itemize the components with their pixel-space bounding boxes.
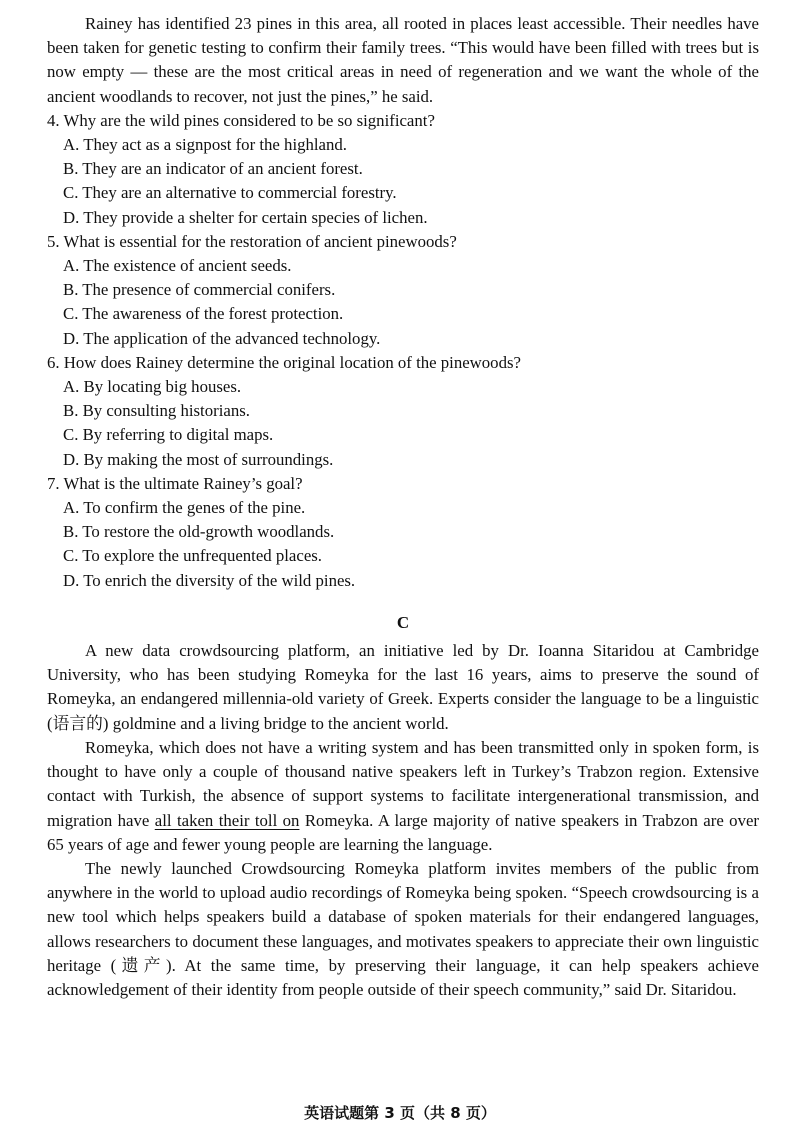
- question-4: [47, 109, 759, 230]
- page-footer: 英语试题第 3 页（共 8 页）: [304, 1104, 496, 1122]
- question-stem: 5. What is essential for the restoration of ancient pinewoods?: [47, 231, 457, 251]
- exam-page: [47, 12, 759, 1002]
- option-list: [47, 375, 759, 472]
- question-5: [47, 230, 759, 351]
- paragraph-text: Romeyka, which does not have a writing system and has been transmitted only in spoken form, is thought to have only a couple of thousand native speakers left in Turkey’s Trabzon region. Extensive contact with Turkish, the absence of support systems to facilitate intergenerational transmission, and migration have: [47, 737, 759, 830]
- option-c: C. By referring to digital maps.: [63, 425, 274, 445]
- option-list: [47, 496, 759, 593]
- passage-c-paragraph-1: A new data crowdsourcing platform, an initiative led by Dr. Ioanna Sitaridou at Cambridge University, who has been studying Romeyka for the last 16 years, aims to preserve the sound of Romeyka, an endangered millennia-old variety of Greek. Experts consider the language to be a linguistic (语言的) goldmine and a living bridge to the ancient world.: [47, 641, 759, 733]
- option-c: C. The awareness of the forest protection.: [63, 304, 344, 324]
- option-list: [47, 254, 759, 351]
- option-d: D. The application of the advanced technology.: [63, 328, 381, 348]
- option-b: B. They are an indicator of an ancient forest.: [63, 159, 363, 179]
- question-7: [47, 472, 759, 593]
- option-c: C. To explore the unfrequented places.: [63, 546, 323, 566]
- option-a: A. To confirm the genes of the pine.: [63, 498, 306, 518]
- passage-b-paragraph: Rainey has identified 23 pines in this area, all rooted in places least accessible. Their needles have been taken for genetic testing to confirm their family trees. “This would have been filled with trees but is now empty — these are the most critical areas in need of regeneration and we want the whole of the ancient woodlands to recover, not just the pines,” he said.: [47, 14, 759, 106]
- option-d: D. By making the most of surroundings.: [63, 449, 334, 469]
- paragraph-text: Romeyka. A large majority of native speakers in Trabzon are over 65 years of age and fewer young people are learning the language.: [47, 810, 759, 854]
- question-stem: 6. How does Rainey determine the original location of the pinewoods?: [47, 352, 521, 372]
- passage-c-paragraph-3: The newly launched Crowdsourcing Romeyka platform invites members of the public from anywhere in the world to upload audio recordings of Romeyka being spoken. “Speech crowdsourcing is a new tool which helps speakers build a database of spoken materials for their endangered languages, allows researchers to document these languages, and motivates speakers to appreciate their own linguistic heritage (遗产). At the same time, by preserving their language, it can help speakers achieve acknowledgement of their identity from people outside of their speech community,” said Dr. Sitaridou.: [47, 858, 759, 999]
- option-d: D. To enrich the diversity of the wild pines.: [63, 570, 356, 590]
- option-b: B. The presence of commercial conifers.: [63, 280, 336, 300]
- option-d: D. They provide a shelter for certain species of lichen.: [63, 207, 428, 227]
- option-b: B. By consulting historians.: [63, 401, 250, 421]
- option-a: A. By locating big houses.: [63, 377, 242, 397]
- option-list: [47, 133, 759, 230]
- option-a: A. The existence of ancient seeds.: [63, 256, 292, 276]
- option-a: A. They act as a signpost for the highland.: [63, 135, 347, 155]
- section-heading: C: [396, 612, 410, 632]
- question-stem: 4. Why are the wild pines considered to be so significant?: [47, 110, 435, 130]
- question-6: [47, 351, 759, 472]
- question-stem: 7. What is the ultimate Rainey’s goal?: [47, 473, 303, 493]
- option-c: C. They are an alternative to commercial forestry.: [63, 183, 397, 203]
- option-b: B. To restore the old-growth woodlands.: [63, 522, 335, 542]
- underlined-phrase: all taken their toll on: [154, 810, 300, 830]
- passage-c-paragraph-2: [47, 736, 759, 857]
